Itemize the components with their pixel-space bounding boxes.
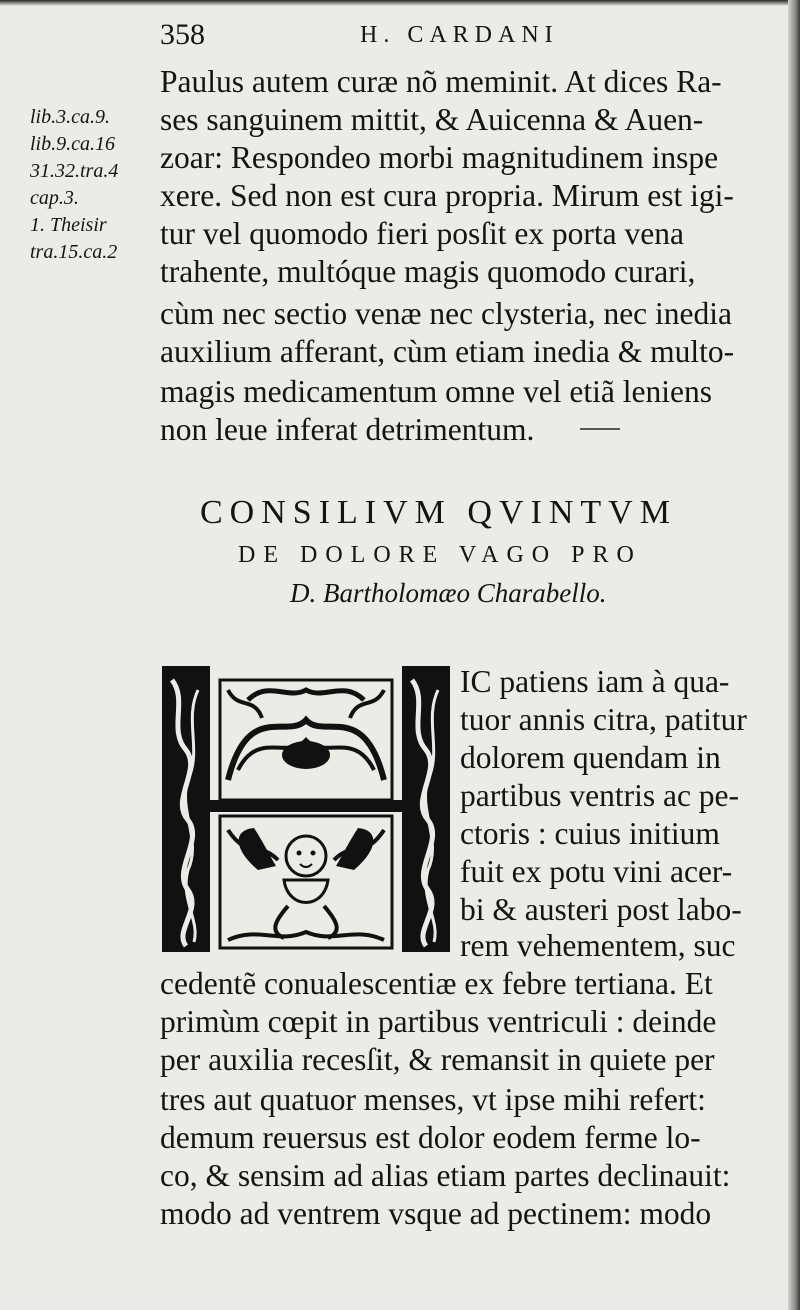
text-line: tur vel quomodo fieri posſit ex porta vena bbox=[160, 216, 684, 251]
margin-note: tra.15.ca.2 bbox=[30, 241, 118, 263]
text-line: magis medicamentum omne vel etiã leniens bbox=[160, 374, 712, 409]
consilium-subtitle: DE DOLORE VAGO PRO bbox=[238, 542, 642, 568]
consilium-title: CONSILIVM QVINTVM bbox=[200, 494, 677, 531]
text-line: primùm cœpit in partibus ventriculi : deinde bbox=[160, 1004, 717, 1039]
text-line: rem vehementem, suc bbox=[460, 928, 736, 963]
page-number: 358 bbox=[160, 18, 205, 51]
text-line: co, & sensim ad alias etiam partes declinauit: bbox=[160, 1158, 731, 1193]
text-line: zoar: Respondeo morbi magnitudinem inspe bbox=[160, 140, 719, 175]
text-line: cedentẽ conualescentiæ ex febre tertiana. Et bbox=[160, 966, 713, 1001]
text-line: demum reuersus est dolor eodem ferme lo- bbox=[160, 1120, 701, 1155]
margin-note: cap.3. bbox=[30, 187, 79, 209]
text-line: modo ad ventrem vsque ad pectinem: modo bbox=[160, 1196, 712, 1231]
margin-note: 31.32.tra.4 bbox=[30, 160, 119, 182]
text-line: IC patiens iam à qua- bbox=[460, 664, 730, 699]
text-line: fuit ex potu vini acer- bbox=[460, 854, 733, 889]
decorated-initial-h bbox=[158, 660, 454, 956]
text-line: trahente, multóque magis quomodo curari, bbox=[160, 254, 696, 289]
page-top-shadow bbox=[0, 0, 800, 6]
text-line: non leue inferat detrimentum. bbox=[160, 412, 535, 447]
text-line: auxilium afferant, cùm etiam inedia & multo- bbox=[160, 334, 735, 369]
text-line: dolorem quendam in bbox=[460, 740, 721, 775]
text-line: bi & austeri post labo- bbox=[460, 892, 742, 927]
running-head: H. CARDANI bbox=[360, 22, 559, 48]
margin-note: lib.9.ca.16 bbox=[30, 133, 115, 155]
text-line: ctoris : cuius initium bbox=[460, 816, 720, 851]
consilium-dedicatee: D. Bartholomæo Charabello. bbox=[290, 578, 607, 608]
margin-note: lib.3.ca.9. bbox=[30, 106, 110, 128]
text-line: partibus ventris ac pe- bbox=[460, 778, 740, 813]
line-end-dash bbox=[580, 428, 620, 430]
text-line: cùm nec sectio venæ nec clysteria, nec inedia bbox=[160, 296, 732, 331]
text-line: ses sanguinem mittit, & Auicenna & Auen- bbox=[160, 102, 704, 137]
ornamental-initial-icon bbox=[158, 660, 454, 956]
text-line: tuor annis citra, patitur bbox=[460, 702, 747, 737]
text-line: Paulus autem curæ nõ meminit. At dices Ra- bbox=[160, 64, 722, 99]
text-line: per auxilia recesſit, & remansit in quiete per bbox=[160, 1042, 715, 1077]
text-line: xere. Sed non est cura propria. Mirum est igi- bbox=[160, 178, 734, 213]
text-line: tres aut quatuor menses, vt ipse mihi refert: bbox=[160, 1082, 706, 1117]
margin-note: 1. Theisir bbox=[30, 214, 107, 236]
page-header bbox=[160, 18, 760, 54]
margin-notes bbox=[30, 104, 148, 266]
page-gutter-shadow bbox=[788, 0, 800, 1310]
